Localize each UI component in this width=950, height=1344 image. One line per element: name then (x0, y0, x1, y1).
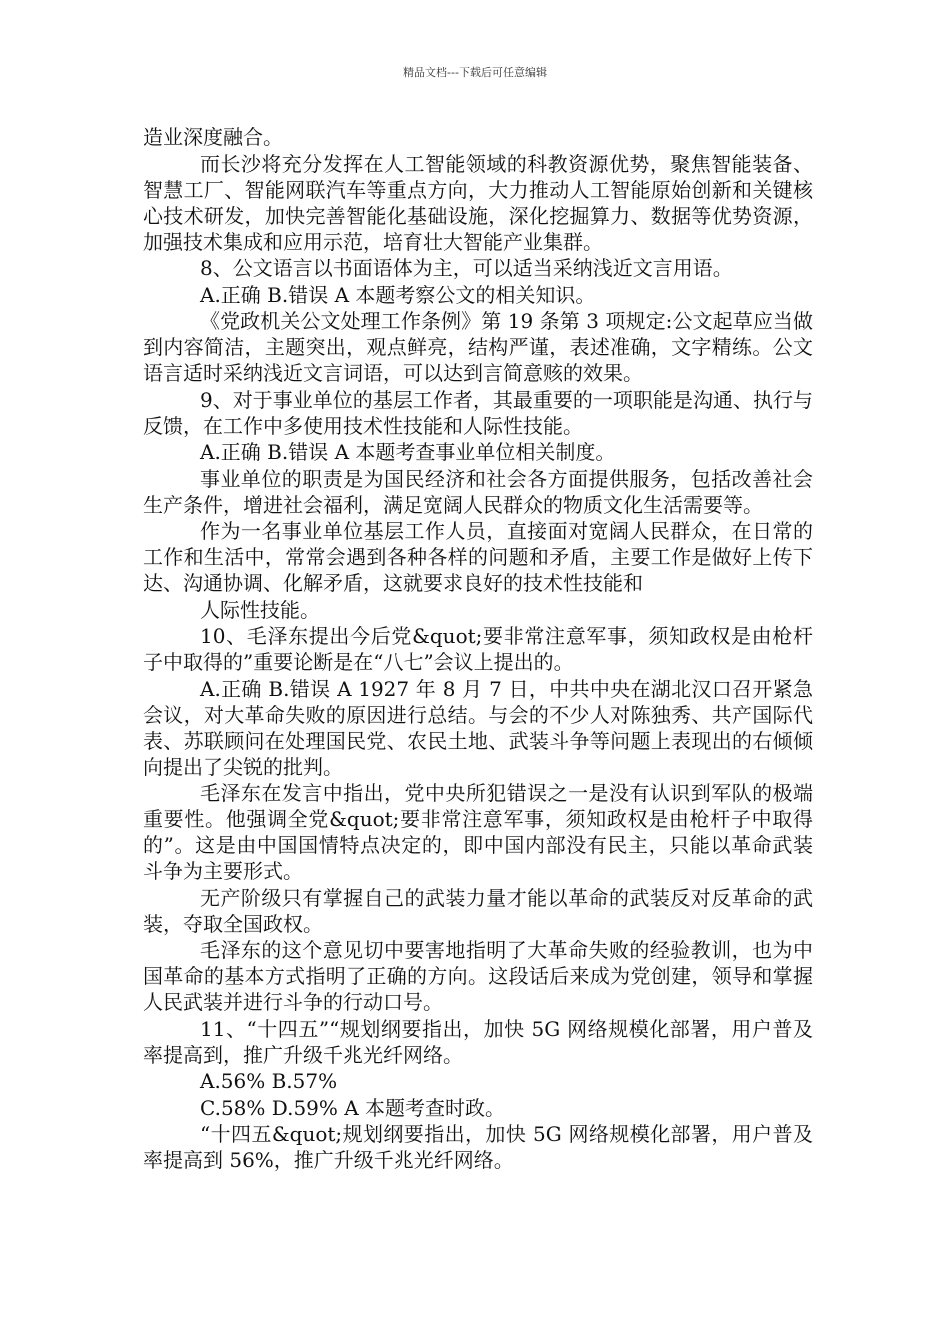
question-9: 9、对于事业单位的基层工作者，其最重要的一项职能是沟通、执行与反馈，在工作中多使用技术性技能和人际性技能。 (143, 387, 813, 438)
explanation: 毛泽东在发言中指出，党中央所犯错误之一是没有认识到军队的极端重要性。他强调全党&quot;要非常注意军事，须知政权是由枪杆子中取得的”。这是由中国国情特点决定的，即中国内部没有民主，只能以革命武装斗争为主要形式。 (143, 781, 813, 883)
explanation: 无产阶级只有掌握自己的武装力量才能以革命的武装反对反革命的武装，夺取全国政权。 (143, 885, 813, 936)
question-10: 10、毛泽东提出今后党&quot;要非常注意军事，须知政权是由枪杆子中取得的”重要论断是在“八七”会议上提出的。 (143, 624, 813, 674)
explanation: 人际性技能。 (200, 597, 320, 622)
explanation: 毛泽东的这个意见切中要害地指明了大革命失败的经验教训，也为中国革命的基本方式指明了正确的方向。这段话后来成为党创建，领导和掌握人民武装并进行斗争的行动口号。 (143, 938, 813, 1014)
question-8: 8、公文语言以书面语体为主，可以适当采纳浅近文言用语。 (200, 256, 733, 280)
answer-options: C.58% D.59% A 本题考查时政。 (200, 1095, 506, 1120)
answer-options: A.正确 B.错误 A 1927 年 8 月 7 日，中共中央在湖北汉口召开紧急会议，对大革命失败的原因进行总结。与会的不少人对陈独秀、共产国际代表、苏联顾问在处理国民党、农民土地、武装斗争等问题上表现出的右倾倾向提出了尖锐的批判。 (143, 676, 813, 779)
document-body (143, 124, 813, 1174)
page-header: 精品文档---下载后可任意编辑 (403, 66, 547, 79)
answer-options: A.正确 B.错误 A 本题考查事业单位相关制度。 (200, 440, 616, 464)
answer-options: A.正确 B.错误 A 本题考察公文的相关知识。 (200, 282, 596, 307)
explanation: 《党政机关公文处理工作条例》第 19 条第 3 项规定:公文起草应当做到内容简洁，主题突出，观点鲜亮，结构严谨，表述准确，文字精练。公文语言适时采纳浅近文言词语，可以达到言简意赅的效果。 (143, 309, 813, 385)
answer-options: A.56% B.57% (200, 1069, 338, 1093)
question-11: 11、“十四五”“规划纲要指出，加快 5G 网络规模化部署，用户普及率提高到，推广升级千兆光纤网络。 (143, 1016, 813, 1067)
paragraph: 造业深度融合。 (143, 125, 283, 149)
paragraph: 而长沙将充分发挥在人工智能领域的科教资源优势，聚焦智能装备、智慧工厂、智能网联汽车等重点方向，大力推动人工智能原始创新和关键核心技术研发，加快完善智能化基础设施，深化挖掘算力、数据等优势资源，加强技术集成和应用示范，培育壮大智能产业集群。 (143, 151, 813, 254)
explanation: 作为一名事业单位基层工作人员，直接面对宽阔人民群众，在日常的工作和生活中，常常会遇到各种各样的问题和矛盾，主要工作是做好上传下达、沟通协调、化解矛盾，这就要求良好的技术性技能和 (143, 519, 813, 595)
explanation: “十四五&quot;规划纲要指出，加快 5G 网络规模化部署，用户普及率提高到 56%，推广升级千兆光纤网络。 (143, 1122, 813, 1172)
explanation: 事业单位的职责是为国民经济和社会各方面提供服务，包括改善社会生产条件，增进社会福利，满足宽阔人民群众的物质文化生活需要等。 (143, 466, 813, 517)
